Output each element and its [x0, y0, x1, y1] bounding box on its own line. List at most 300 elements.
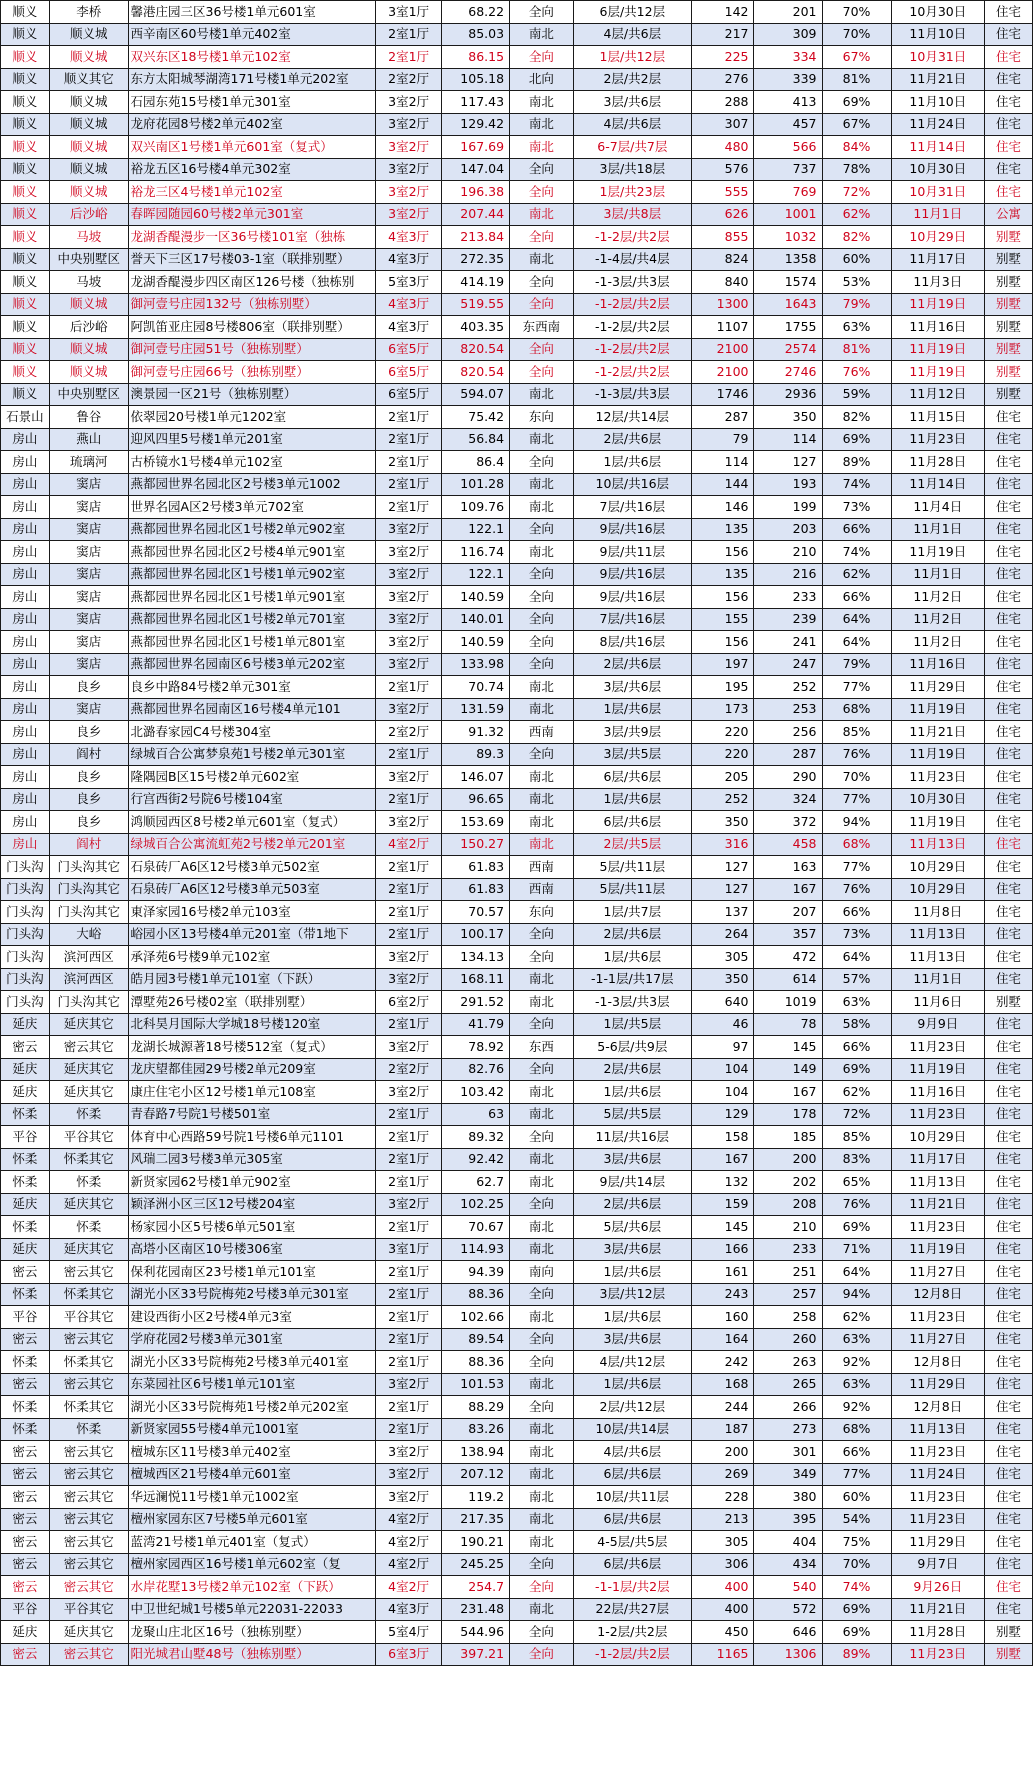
address-cell: 御河壹号庄园132号（独栋别墅） — [128, 293, 376, 316]
property-type-cell: 住宅 — [985, 698, 1033, 721]
address-cell: 湖光小区33号院梅苑1号楼2单元202室 — [128, 1396, 376, 1419]
district-cell: 顺义 — [1, 316, 50, 339]
table-row — [1, 338, 1033, 361]
table-row — [1, 1171, 1033, 1194]
floor-area-cell: 70.57 — [442, 901, 510, 924]
layout-cell: 2室1厅 — [376, 451, 442, 474]
assessed-price-cell: 2936 — [754, 383, 822, 406]
assessed-price-cell: 472 — [754, 946, 822, 969]
district-cell: 密云 — [1, 1036, 50, 1059]
district-cell: 密云 — [1, 1576, 50, 1599]
start-price-cell: 104 — [691, 1081, 754, 1104]
date-cell: 11月21日 — [891, 721, 985, 744]
address-cell: 康庄住宅小区12号楼1单元108室 — [128, 1081, 376, 1104]
layout-cell: 2室2厅 — [376, 721, 442, 744]
layout-cell: 2室1厅 — [376, 1351, 442, 1374]
discount-rate-cell: 58% — [822, 1013, 891, 1036]
orientation-cell: 南北 — [510, 1103, 574, 1126]
table-row — [1, 968, 1033, 991]
district-cell: 怀柔 — [1, 1103, 50, 1126]
discount-rate-cell: 62% — [822, 203, 891, 226]
floor-area-cell: 213.84 — [442, 226, 510, 249]
date-cell: 11月1日 — [891, 968, 985, 991]
property-type-cell: 别墅 — [985, 248, 1033, 271]
discount-rate-cell: 89% — [822, 451, 891, 474]
property-type-cell: 住宅 — [985, 1328, 1033, 1351]
layout-cell: 3室2厅 — [376, 631, 442, 654]
district-cell: 顺义 — [1, 203, 50, 226]
property-type-cell: 住宅 — [985, 856, 1033, 879]
area-name-cell: 窦店 — [49, 541, 128, 564]
property-type-cell: 住宅 — [985, 1351, 1033, 1374]
discount-rate-cell: 67% — [822, 46, 891, 69]
orientation-cell: 南北 — [510, 676, 574, 699]
layout-cell: 2室1厅 — [376, 788, 442, 811]
floor-area-cell: 403.35 — [442, 316, 510, 339]
floor-cell: 22层/共27层 — [573, 1598, 691, 1621]
assessed-price-cell: 185 — [754, 1126, 822, 1149]
floor-cell: 8层/共16层 — [573, 631, 691, 654]
start-price-cell: 855 — [691, 226, 754, 249]
district-cell: 延庆 — [1, 1621, 50, 1644]
orientation-cell: 全向 — [510, 361, 574, 384]
area-name-cell: 滨河西区 — [49, 946, 128, 969]
floor-area-cell: 122.1 — [442, 563, 510, 586]
layout-cell: 2室1厅 — [376, 676, 442, 699]
orientation-cell: 全向 — [510, 1621, 574, 1644]
start-price-cell: 197 — [691, 653, 754, 676]
floor-area-cell: 217.35 — [442, 1508, 510, 1531]
property-type-cell: 住宅 — [985, 113, 1033, 136]
floor-cell: -1-2层/共2层 — [573, 226, 691, 249]
start-price-cell: 144 — [691, 473, 754, 496]
layout-cell: 4室3厅 — [376, 293, 442, 316]
floor-cell: 11层/共16层 — [573, 1126, 691, 1149]
table-row — [1, 1126, 1033, 1149]
layout-cell: 3室1厅 — [376, 1, 442, 24]
district-cell: 门头沟 — [1, 878, 50, 901]
orientation-cell: 南北 — [510, 698, 574, 721]
assessed-price-cell: 1001 — [754, 203, 822, 226]
assessed-price-cell: 324 — [754, 788, 822, 811]
address-cell: 檀州家园东区7号楼5单元601室 — [128, 1508, 376, 1531]
area-name-cell: 密云其它 — [49, 1463, 128, 1486]
date-cell: 11月16日 — [891, 653, 985, 676]
layout-cell: 3室2厅 — [376, 653, 442, 676]
layout-cell: 3室1厅 — [376, 1238, 442, 1261]
floor-cell: -1-2层/共2层 — [573, 361, 691, 384]
date-cell: 12月8日 — [891, 1396, 985, 1419]
area-name-cell: 门头沟其它 — [49, 901, 128, 924]
floor-cell: 2层/共12层 — [573, 1396, 691, 1419]
area-name-cell: 顺义城 — [49, 181, 128, 204]
property-type-cell: 住宅 — [985, 1036, 1033, 1059]
district-cell: 房山 — [1, 451, 50, 474]
discount-rate-cell: 76% — [822, 1193, 891, 1216]
layout-cell: 6室5厅 — [376, 361, 442, 384]
floor-cell: 1层/共6层 — [573, 451, 691, 474]
layout-cell: 4室2厅 — [376, 1553, 442, 1576]
assessed-price-cell: 566 — [754, 136, 822, 159]
area-name-cell: 顺义城 — [49, 113, 128, 136]
date-cell: 11月23日 — [891, 766, 985, 789]
start-price-cell: 146 — [691, 496, 754, 519]
orientation-cell: 全向 — [510, 631, 574, 654]
assessed-price-cell: 349 — [754, 1463, 822, 1486]
layout-cell: 4室3厅 — [376, 248, 442, 271]
district-cell: 密云 — [1, 1463, 50, 1486]
date-cell: 11月2日 — [891, 608, 985, 631]
floor-cell: 9层/共11层 — [573, 541, 691, 564]
date-cell: 11月19日 — [891, 293, 985, 316]
table-row — [1, 833, 1033, 856]
district-cell: 房山 — [1, 473, 50, 496]
district-cell: 门头沟 — [1, 923, 50, 946]
layout-cell: 5室3厅 — [376, 271, 442, 294]
start-price-cell: 305 — [691, 1531, 754, 1554]
property-type-cell: 住宅 — [985, 1081, 1033, 1104]
table-row — [1, 1058, 1033, 1081]
address-cell: 良乡中路84号楼2单元301室 — [128, 676, 376, 699]
discount-rate-cell: 78% — [822, 158, 891, 181]
floor-area-cell: 119.2 — [442, 1486, 510, 1509]
start-price-cell: 269 — [691, 1463, 754, 1486]
floor-area-cell: 134.13 — [442, 946, 510, 969]
date-cell: 11月1日 — [891, 203, 985, 226]
area-name-cell: 密云其它 — [49, 1486, 128, 1509]
table-row — [1, 608, 1033, 631]
table-body — [1, 1, 1033, 1666]
address-cell: 燕都园世界名园北区1号楼1单元901室 — [128, 586, 376, 609]
floor-cell: 10层/共11层 — [573, 1486, 691, 1509]
assessed-price-cell: 737 — [754, 158, 822, 181]
date-cell: 11月2日 — [891, 586, 985, 609]
table-row — [1, 1486, 1033, 1509]
area-name-cell: 窦店 — [49, 563, 128, 586]
district-cell: 平谷 — [1, 1126, 50, 1149]
address-cell: 澳景园一区21号（独栋别墅） — [128, 383, 376, 406]
table-row — [1, 923, 1033, 946]
district-cell: 房山 — [1, 563, 50, 586]
orientation-cell: 全向 — [510, 563, 574, 586]
floor-area-cell: 190.21 — [442, 1531, 510, 1554]
floor-area-cell: 96.65 — [442, 788, 510, 811]
district-cell: 怀柔 — [1, 1216, 50, 1239]
address-cell: 蓝湾21号楼1单元401室（复式） — [128, 1531, 376, 1554]
property-type-cell: 住宅 — [985, 68, 1033, 91]
assessed-price-cell: 372 — [754, 811, 822, 834]
area-name-cell: 延庆其它 — [49, 1081, 128, 1104]
start-price-cell: 156 — [691, 541, 754, 564]
assessed-price-cell: 2574 — [754, 338, 822, 361]
area-name-cell: 马坡 — [49, 271, 128, 294]
layout-cell: 3室2厅 — [376, 1373, 442, 1396]
layout-cell: 3室2厅 — [376, 203, 442, 226]
table-row — [1, 451, 1033, 474]
table-row — [1, 1396, 1033, 1419]
layout-cell: 2室2厅 — [376, 68, 442, 91]
area-name-cell: 怀柔 — [49, 1171, 128, 1194]
date-cell: 11月2日 — [891, 631, 985, 654]
start-price-cell: 307 — [691, 113, 754, 136]
address-cell: 春晖园随园60号楼2单元301室 — [128, 203, 376, 226]
layout-cell: 3室2厅 — [376, 968, 442, 991]
discount-rate-cell: 85% — [822, 721, 891, 744]
district-cell: 密云 — [1, 1553, 50, 1576]
floor-cell: 1层/共6层 — [573, 698, 691, 721]
start-price-cell: 104 — [691, 1058, 754, 1081]
property-type-cell: 住宅 — [985, 23, 1033, 46]
area-name-cell: 密云其它 — [49, 1036, 128, 1059]
layout-cell: 2室1厅 — [376, 1283, 442, 1306]
date-cell: 11月19日 — [891, 1058, 985, 1081]
area-name-cell: 鲁谷 — [49, 406, 128, 429]
table-row — [1, 1508, 1033, 1531]
property-type-cell: 住宅 — [985, 1126, 1033, 1149]
floor-area-cell: 414.19 — [442, 271, 510, 294]
address-cell: 湖光小区33号院梅苑2号楼3单元301室 — [128, 1283, 376, 1306]
assessed-price-cell: 239 — [754, 608, 822, 631]
property-type-cell: 住宅 — [985, 406, 1033, 429]
floor-area-cell: 150.27 — [442, 833, 510, 856]
date-cell: 11月13日 — [891, 833, 985, 856]
table-row — [1, 1, 1033, 24]
table-row — [1, 1553, 1033, 1576]
layout-cell: 2室1厅 — [376, 1013, 442, 1036]
orientation-cell: 全向 — [510, 1, 574, 24]
assessed-price-cell: 614 — [754, 968, 822, 991]
table-row — [1, 1373, 1033, 1396]
floor-area-cell: 41.79 — [442, 1013, 510, 1036]
date-cell: 11月28日 — [891, 451, 985, 474]
start-price-cell: 1746 — [691, 383, 754, 406]
table-row — [1, 946, 1033, 969]
assessed-price-cell: 457 — [754, 113, 822, 136]
floor-area-cell: 62.7 — [442, 1171, 510, 1194]
floor-cell: 2层/共5层 — [573, 833, 691, 856]
table-row — [1, 316, 1033, 339]
discount-rate-cell: 63% — [822, 1328, 891, 1351]
assessed-price-cell: 207 — [754, 901, 822, 924]
floor-cell: 6-7层/共7层 — [573, 136, 691, 159]
orientation-cell: 南北 — [510, 136, 574, 159]
property-type-cell: 住宅 — [985, 1283, 1033, 1306]
assessed-price-cell: 127 — [754, 451, 822, 474]
orientation-cell: 全向 — [510, 586, 574, 609]
property-type-cell: 住宅 — [985, 653, 1033, 676]
discount-rate-cell: 60% — [822, 1486, 891, 1509]
start-price-cell: 195 — [691, 676, 754, 699]
property-type-cell: 住宅 — [985, 1463, 1033, 1486]
assessed-price-cell: 200 — [754, 1148, 822, 1171]
discount-rate-cell: 69% — [822, 428, 891, 451]
orientation-cell: 南北 — [510, 91, 574, 114]
property-type-cell: 住宅 — [985, 1486, 1033, 1509]
area-name-cell: 门头沟其它 — [49, 856, 128, 879]
start-price-cell: 243 — [691, 1283, 754, 1306]
discount-rate-cell: 68% — [822, 833, 891, 856]
layout-cell: 3室2厅 — [376, 766, 442, 789]
floor-area-cell: 75.42 — [442, 406, 510, 429]
orientation-cell: 南北 — [510, 766, 574, 789]
date-cell: 10月29日 — [891, 856, 985, 879]
layout-cell: 4室2厅 — [376, 1576, 442, 1599]
area-name-cell: 顺义城 — [49, 361, 128, 384]
floor-cell: 7层/共16层 — [573, 608, 691, 631]
discount-rate-cell: 74% — [822, 541, 891, 564]
floor-cell: 5层/共6层 — [573, 1216, 691, 1239]
district-cell: 房山 — [1, 743, 50, 766]
orientation-cell: 全向 — [510, 1351, 574, 1374]
property-type-cell: 住宅 — [985, 1216, 1033, 1239]
table-row — [1, 1328, 1033, 1351]
floor-cell: 6层/共6层 — [573, 1553, 691, 1576]
area-name-cell: 窦店 — [49, 608, 128, 631]
discount-rate-cell: 76% — [822, 361, 891, 384]
area-name-cell: 密云其它 — [49, 1576, 128, 1599]
district-cell: 门头沟 — [1, 968, 50, 991]
table-row — [1, 406, 1033, 429]
address-cell: 檀州家园西区16号楼1单元602室（复 — [128, 1553, 376, 1576]
floor-cell: -1-1层/共17层 — [573, 968, 691, 991]
discount-rate-cell: 65% — [822, 1171, 891, 1194]
district-cell: 房山 — [1, 653, 50, 676]
orientation-cell: 全向 — [510, 1328, 574, 1351]
property-type-cell: 住宅 — [985, 1148, 1033, 1171]
floor-cell: 1层/共5层 — [573, 1013, 691, 1036]
property-type-cell: 住宅 — [985, 766, 1033, 789]
address-cell: 保利花园南区23号楼1单元101室 — [128, 1261, 376, 1284]
discount-rate-cell: 64% — [822, 1261, 891, 1284]
orientation-cell: 南北 — [510, 23, 574, 46]
assessed-price-cell: 256 — [754, 721, 822, 744]
orientation-cell: 南北 — [510, 383, 574, 406]
floor-cell: -1-3层/共3层 — [573, 383, 691, 406]
address-cell: 高塔小区南区10号楼306室 — [128, 1238, 376, 1261]
floor-area-cell: 63 — [442, 1103, 510, 1126]
assessed-price-cell: 339 — [754, 68, 822, 91]
district-cell: 顺义 — [1, 383, 50, 406]
date-cell: 10月31日 — [891, 46, 985, 69]
area-name-cell: 密云其它 — [49, 1328, 128, 1351]
district-cell: 怀柔 — [1, 1148, 50, 1171]
assessed-price-cell: 434 — [754, 1553, 822, 1576]
floor-area-cell: 94.39 — [442, 1261, 510, 1284]
discount-rate-cell: 83% — [822, 1148, 891, 1171]
layout-cell: 2室1厅 — [376, 1261, 442, 1284]
floor-cell: -1-2层/共2层 — [573, 293, 691, 316]
start-price-cell: 97 — [691, 1036, 754, 1059]
district-cell: 延庆 — [1, 1013, 50, 1036]
table-row — [1, 1013, 1033, 1036]
assessed-price-cell: 247 — [754, 653, 822, 676]
district-cell: 房山 — [1, 428, 50, 451]
date-cell: 11月23日 — [891, 428, 985, 451]
table-row — [1, 1283, 1033, 1306]
floor-cell: 1层/共12层 — [573, 46, 691, 69]
area-name-cell: 李桥 — [49, 1, 128, 24]
layout-cell: 2室1厅 — [376, 1328, 442, 1351]
discount-rate-cell: 82% — [822, 226, 891, 249]
table-row — [1, 1531, 1033, 1554]
district-cell: 房山 — [1, 676, 50, 699]
table-row — [1, 158, 1033, 181]
assessed-price-cell: 167 — [754, 878, 822, 901]
district-cell: 房山 — [1, 788, 50, 811]
district-cell: 顺义 — [1, 271, 50, 294]
start-price-cell: 217 — [691, 23, 754, 46]
floor-area-cell: 122.1 — [442, 518, 510, 541]
address-cell: 承泽苑6号楼9单元102室 — [128, 946, 376, 969]
layout-cell: 2室1厅 — [376, 23, 442, 46]
floor-cell: 2层/共6层 — [573, 1193, 691, 1216]
district-cell: 房山 — [1, 766, 50, 789]
layout-cell: 3室2厅 — [376, 1081, 442, 1104]
property-type-cell: 住宅 — [985, 1058, 1033, 1081]
discount-rate-cell: 73% — [822, 496, 891, 519]
address-cell: 燕都园世界名园北区1号楼1单元902室 — [128, 563, 376, 586]
address-cell: 裕龙五区16号楼4单元302室 — [128, 158, 376, 181]
start-price-cell: 316 — [691, 833, 754, 856]
discount-rate-cell: 71% — [822, 1238, 891, 1261]
discount-rate-cell: 89% — [822, 1643, 891, 1666]
address-cell: 华远澜悦11号楼1单元1002室 — [128, 1486, 376, 1509]
start-price-cell: 840 — [691, 271, 754, 294]
start-price-cell: 164 — [691, 1328, 754, 1351]
start-price-cell: 287 — [691, 406, 754, 429]
start-price-cell: 1107 — [691, 316, 754, 339]
address-cell: 鸿顺园西区8号楼2单元601室（复式） — [128, 811, 376, 834]
layout-cell: 3室2厅 — [376, 113, 442, 136]
area-name-cell: 顺义城 — [49, 91, 128, 114]
table-row — [1, 1103, 1033, 1126]
layout-cell: 2室1厅 — [376, 1171, 442, 1194]
date-cell: 11月10日 — [891, 23, 985, 46]
date-cell: 11月16日 — [891, 316, 985, 339]
start-price-cell: 160 — [691, 1306, 754, 1329]
layout-cell: 3室2厅 — [376, 1463, 442, 1486]
property-type-cell: 住宅 — [985, 608, 1033, 631]
start-price-cell: 480 — [691, 136, 754, 159]
orientation-cell: 全向 — [510, 1013, 574, 1036]
date-cell: 11月23日 — [891, 1036, 985, 1059]
assessed-price-cell: 258 — [754, 1306, 822, 1329]
start-price-cell: 213 — [691, 1508, 754, 1531]
floor-cell: 1层/共7层 — [573, 901, 691, 924]
floor-area-cell: 83.26 — [442, 1418, 510, 1441]
table-row — [1, 541, 1033, 564]
floor-area-cell: 147.04 — [442, 158, 510, 181]
start-price-cell: 220 — [691, 743, 754, 766]
discount-rate-cell: 94% — [822, 811, 891, 834]
area-name-cell: 平谷其它 — [49, 1598, 128, 1621]
discount-rate-cell: 70% — [822, 23, 891, 46]
assessed-price-cell: 1755 — [754, 316, 822, 339]
start-price-cell: 135 — [691, 518, 754, 541]
district-cell: 密云 — [1, 1643, 50, 1666]
date-cell: 11月17日 — [891, 248, 985, 271]
discount-rate-cell: 66% — [822, 586, 891, 609]
district-cell: 门头沟 — [1, 946, 50, 969]
area-name-cell: 马坡 — [49, 226, 128, 249]
floor-area-cell: 168.11 — [442, 968, 510, 991]
floor-cell: 5层/共5层 — [573, 1103, 691, 1126]
discount-rate-cell: 57% — [822, 968, 891, 991]
table-row — [1, 788, 1033, 811]
floor-cell: 2层/共6层 — [573, 653, 691, 676]
property-type-cell: 别墅 — [985, 338, 1033, 361]
orientation-cell: 全向 — [510, 271, 574, 294]
